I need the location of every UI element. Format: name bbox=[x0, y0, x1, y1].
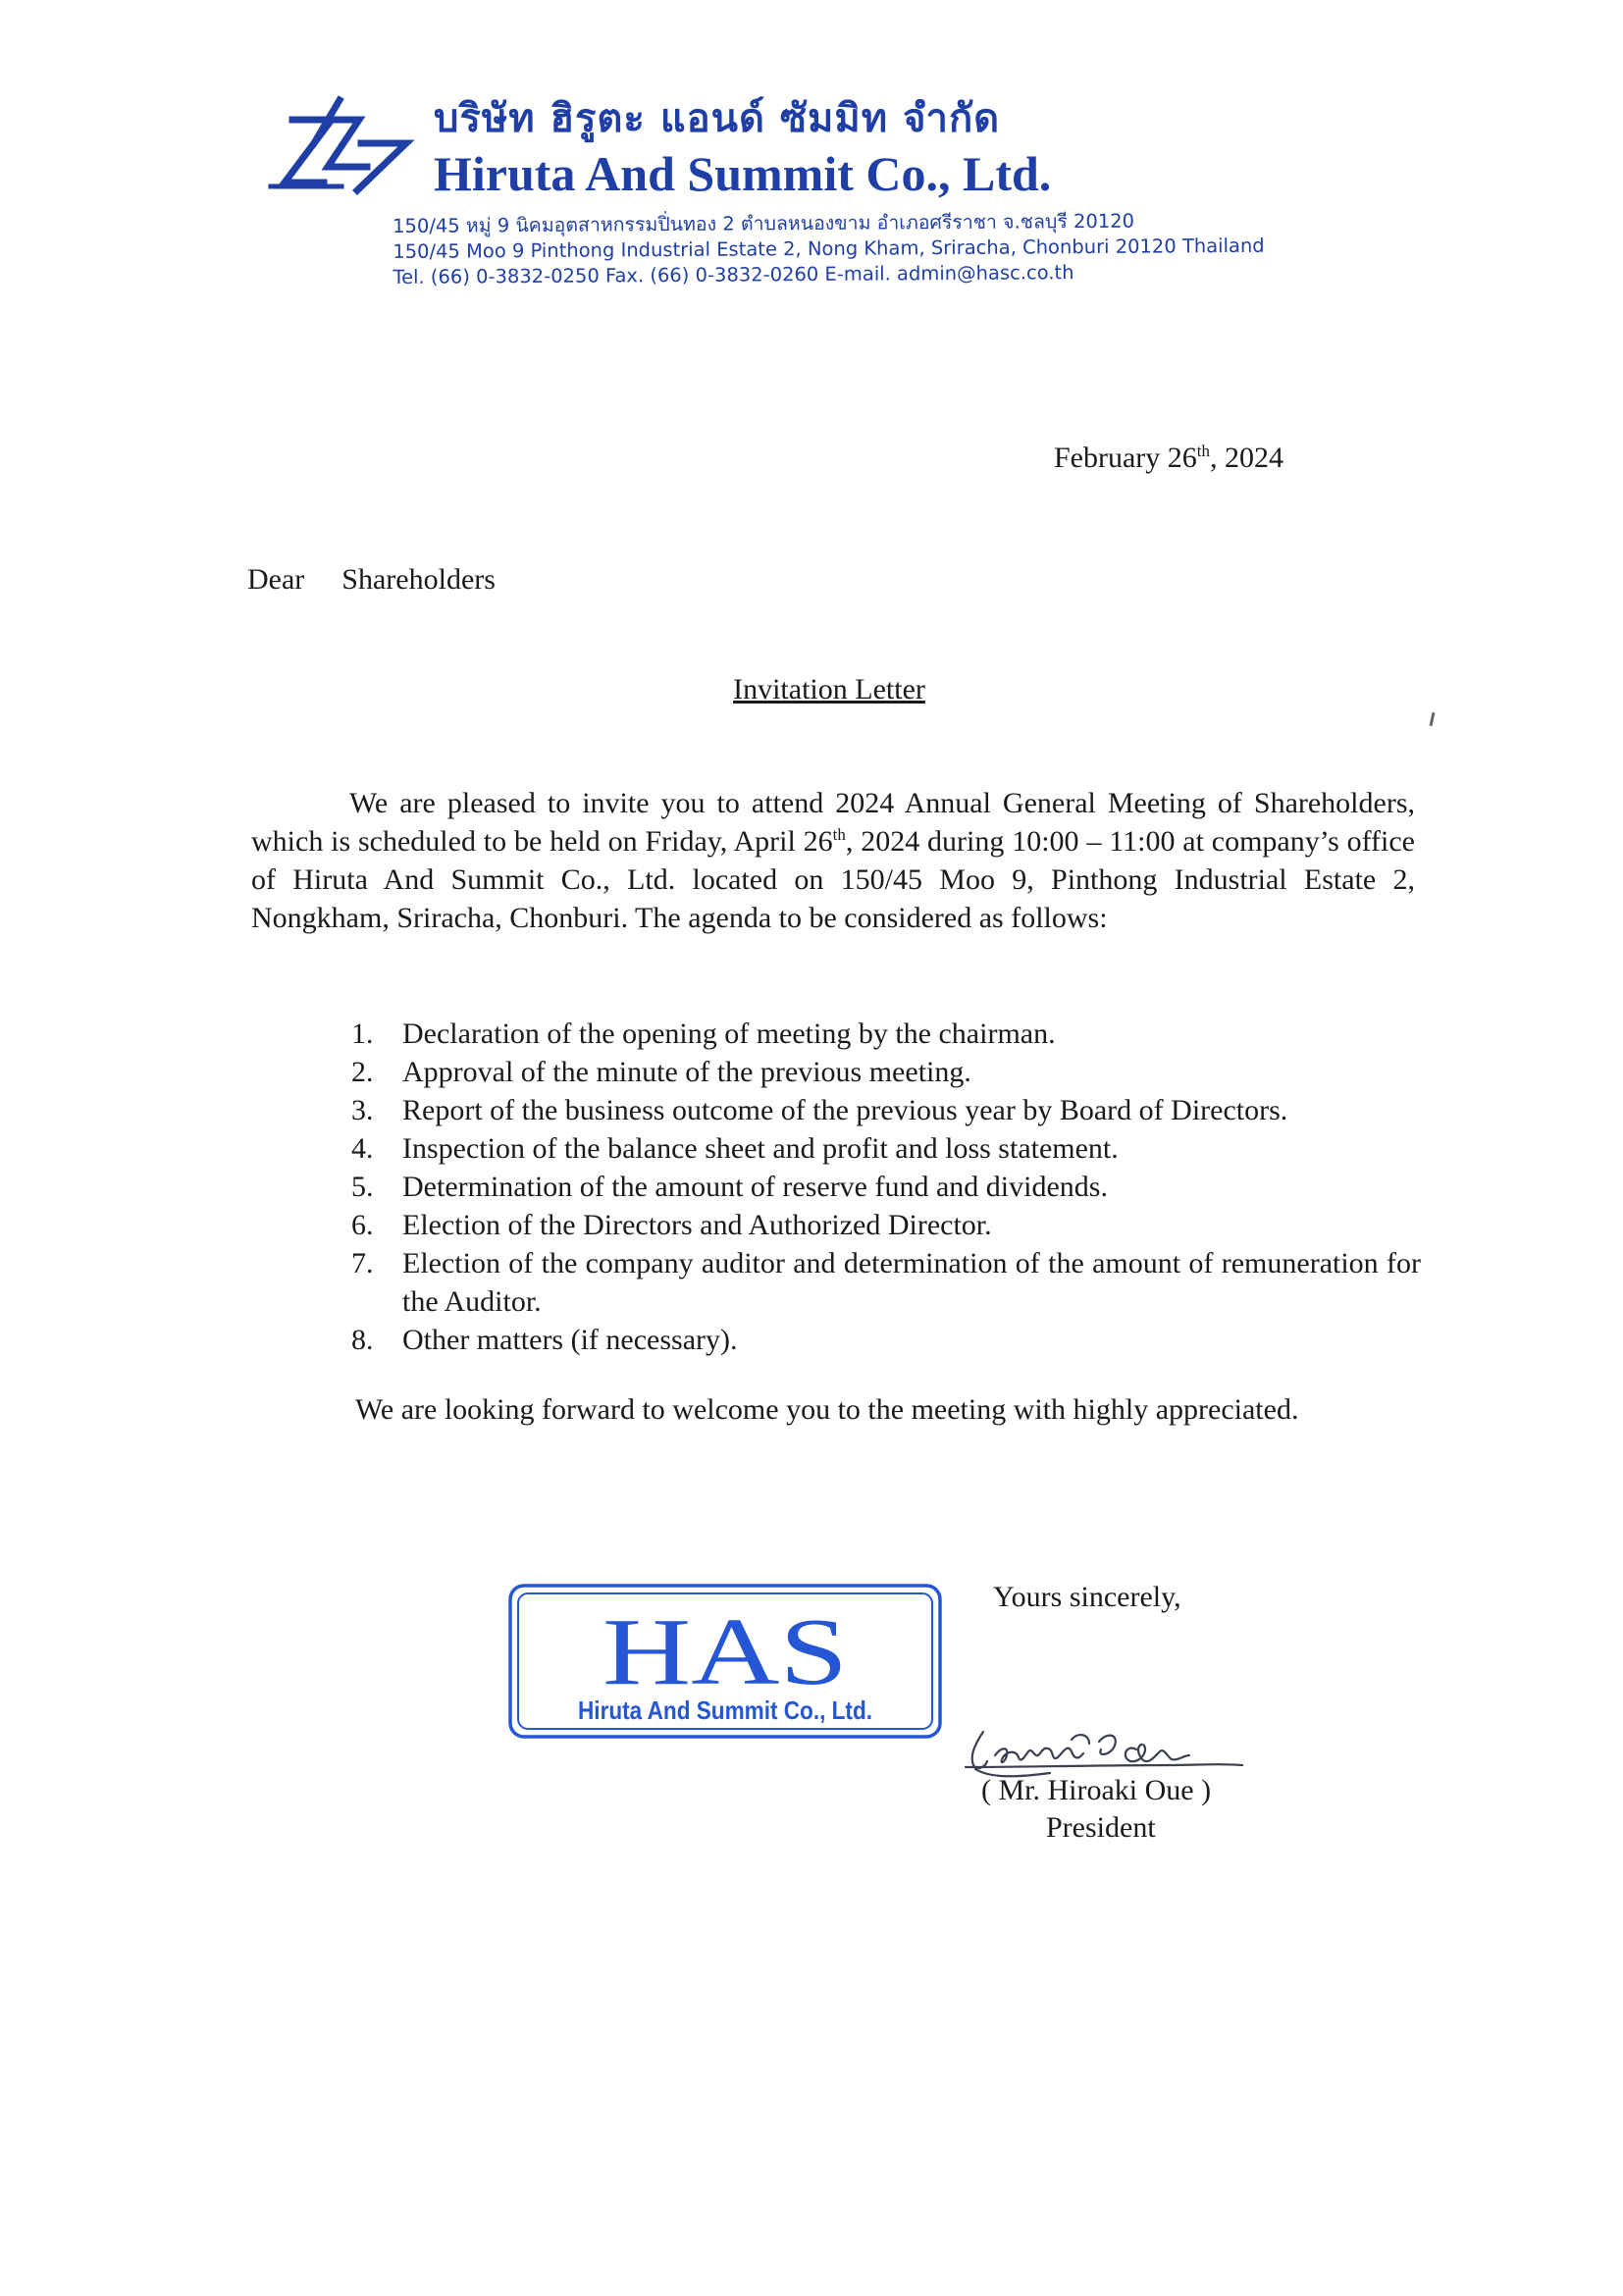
salutation bbox=[247, 563, 496, 597]
agenda-number: 1. bbox=[351, 1018, 374, 1050]
letter-date bbox=[1054, 442, 1283, 475]
agenda-item bbox=[351, 1168, 1421, 1206]
agenda-item bbox=[351, 1206, 1421, 1244]
stamp-abbreviation: HAS bbox=[602, 1599, 848, 1705]
agenda-item bbox=[351, 1321, 1421, 1359]
closing-line: We are looking forward to welcome you to the meeting with highly appreciated. bbox=[355, 1393, 1299, 1426]
agenda-text: Declaration of the opening of meeting by the chairman. bbox=[402, 1018, 1056, 1050]
agenda-item bbox=[351, 1244, 1421, 1321]
letter-title: Invitation Letter bbox=[733, 673, 925, 705]
agenda-text: Election of the Directors and Authorized Director. bbox=[402, 1209, 992, 1241]
handwritten-signature bbox=[962, 1722, 1256, 1781]
date-ordinal: th bbox=[1196, 442, 1211, 460]
agenda-number: 5. bbox=[351, 1171, 374, 1203]
company-name-thai: บริษัท ฮิรูตะ แอนด์ ซัมมิท จำกัด bbox=[434, 96, 1001, 141]
date-prefix: February 26 bbox=[1054, 442, 1197, 474]
agenda-text: Approval of the minute of the previous meeting. bbox=[402, 1056, 971, 1088]
agenda-number: 8. bbox=[351, 1324, 374, 1356]
agenda-list bbox=[351, 1015, 1421, 1359]
address-thai: 150/45 หมู่ 9 นิคมอุตสาหกรรมปิ่นทอง 2 ตำบลหนองขาม อำเภอศรีราชา จ.ชลบุรี 20120 bbox=[393, 209, 1135, 237]
scan-mark bbox=[1430, 712, 1436, 726]
agenda-item bbox=[351, 1091, 1421, 1129]
agenda-number: 7. bbox=[351, 1247, 374, 1279]
letterhead-address bbox=[393, 208, 1265, 290]
agenda-item bbox=[351, 1015, 1421, 1053]
signer-name: ( Mr. Hiroaki Oue ) bbox=[981, 1774, 1212, 1806]
agenda-text: Report of the business outcome of the previous year by Board of Directors. bbox=[402, 1094, 1288, 1126]
contact-info: Tel. (66) 0-3832-0250 Fax. (66) 0-3832-0260 E-mail. admin@hasc.co.th bbox=[393, 261, 1074, 288]
body-text-1: We are pleased to invite you to attend 2024 Annual General Meeting of Shareholders, which is scheduled to be held on Friday, April 26 bbox=[251, 787, 1415, 858]
agenda-text: Inspection of the balance sheet and profit and loss statement. bbox=[402, 1132, 1119, 1165]
sign-off: Yours sincerely, bbox=[993, 1581, 1181, 1613]
agenda-number: 2. bbox=[351, 1056, 374, 1088]
address-english: 150/45 Moo 9 Pinthong Industrial Estate 2, Nong Kham, Sriracha, Chonburi 20120 Thailand bbox=[393, 234, 1265, 263]
company-logo-icon bbox=[263, 88, 420, 196]
salutation-recipient: Shareholders bbox=[341, 563, 496, 596]
agenda-number: 6. bbox=[351, 1209, 374, 1241]
salutation-greeting: Dear bbox=[247, 563, 305, 596]
agenda-text: Other matters (if necessary). bbox=[402, 1324, 738, 1356]
body-ordinal: th bbox=[832, 825, 846, 844]
stamp-company-name: Hiruta And Summit Co., Ltd. bbox=[578, 1696, 872, 1725]
date-suffix: , 2024 bbox=[1210, 442, 1284, 474]
agenda-item bbox=[351, 1129, 1421, 1168]
company-stamp bbox=[506, 1582, 944, 1741]
signer-title: President bbox=[1046, 1811, 1156, 1844]
agenda-text: Election of the company auditor and determination of the amount of remuneration for the Auditor. bbox=[402, 1247, 1421, 1318]
agenda-number: 4. bbox=[351, 1132, 374, 1165]
letter-body bbox=[251, 784, 1415, 937]
body-text-2: , 2024 during 10:00 – 11:00 at company’s office of Hiruta And Summit Co., Ltd. located on 150/45 Moo 9, Pinthong Industrial Estate 2, Nongkham, Sriracha, Chonburi. The agenda to be considered as follows: bbox=[251, 825, 1415, 934]
agenda-number: 3. bbox=[351, 1094, 374, 1126]
agenda-text: Determination of the amount of reserve fund and dividends. bbox=[402, 1171, 1108, 1203]
agenda-item bbox=[351, 1053, 1421, 1091]
company-name-english: Hiruta And Summit Co., Ltd. bbox=[434, 146, 1052, 201]
